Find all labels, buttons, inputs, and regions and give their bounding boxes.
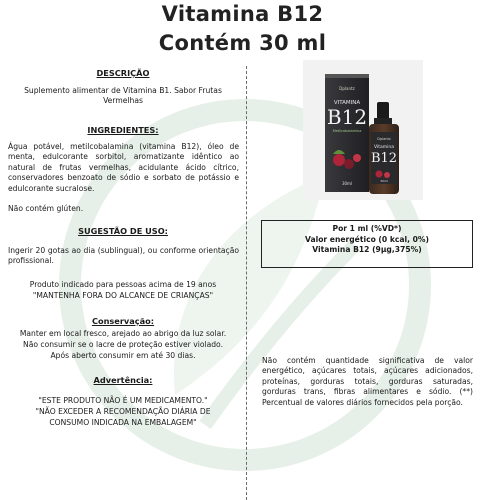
ingredientes-heading: INGREDIENTES: <box>87 125 159 135</box>
svg-text:VITAMINA: VITAMINA <box>333 100 361 106</box>
advertencia-line2: "NÃO EXCEDER A RECOMENDAÇÃO DIÁRIA DE <box>35 407 211 416</box>
page-title: Vitamina B12 <box>161 2 324 26</box>
nutrition-line3: Vitamina B12 (9µg,375%) <box>312 245 422 254</box>
gluten-text: Não contém glúten. <box>8 204 84 213</box>
svg-text:B12: B12 <box>370 151 398 166</box>
advertencia-line3: CONSUMO INDICADA NA EMBALAGEM" <box>49 418 197 427</box>
svg-text:Dplantz: Dplantz <box>377 137 391 141</box>
conservacao-heading: Conservação: <box>91 316 155 326</box>
mantenha-text: "MANTENHA FORA DO ALCANCE DE CRIANÇAS" <box>32 291 214 300</box>
nutrition-line2: Valor energético (0 kcal, 0%) <box>305 234 429 244</box>
indicado-text: Produto indicado para pessoas acima de 19 anos <box>29 280 217 289</box>
svg-text:Vitamina: Vitamina <box>374 145 394 150</box>
svg-text:30ml: 30ml <box>380 179 388 183</box>
sugestao-heading: SUGESTÃO DE USO: <box>78 226 168 236</box>
descricao-heading: DESCRIÇÃO <box>96 68 150 78</box>
nutrition-box <box>261 220 473 268</box>
svg-text:B12: B12 <box>326 105 368 129</box>
svg-text:30ml: 30ml <box>341 181 353 186</box>
column-divider <box>246 66 247 500</box>
product-image <box>303 60 423 200</box>
conservacao-line1: Manter em local fresco, arejado ao abrigo da luz solar. <box>19 329 227 338</box>
product-box <box>325 74 369 192</box>
dropper-cap <box>377 102 389 120</box>
sugestao-text: Ingerir 20 gotas ao dia (sublingual), ou conforme orientação profissional. <box>8 246 239 266</box>
svg-text:Metilcobalamina: Metilcobalamina <box>332 129 362 133</box>
nutrition-line1: Por 1 ml (%VD*) <box>332 224 402 233</box>
page-subtitle: Contém 30 ml <box>158 31 327 55</box>
descricao-text: Suplemento alimentar de Vitamina B1. Sabor Frutas Vermelhas <box>24 86 222 106</box>
svg-text:Dplantz: Dplantz <box>339 86 355 91</box>
advertencia-line1: "ESTE PRODUTO NÃO É UM MEDICAMENTO." <box>38 396 208 405</box>
nutrition-note: Não contém quantidade significativa de valor energético, açúcares totais, açúcares adicionados, proteínas, gorduras totais, gorduras saturadas, gorduras trans, fibras alimentares e sódio. (**) Percentual de valores diários fornecidos pela porção. <box>262 356 473 407</box>
ingredientes-text: Água potável, metilcobalamina (vitamina B12), óleo de menta, edulcorante sorbitol, aromatizante idêntico ao natural de frutas vermelhas, acidulante ácido cítrico, conservadores benzoato de sódio e sorbato de potássio e edulcorante sucralose. <box>8 142 239 193</box>
advertencia-heading: Advertência: <box>93 375 153 385</box>
conservacao-line2: Não consumir se o lacre de proteção estiver violado. <box>23 340 223 349</box>
conservacao-line3: Após aberto consumir em até 30 dias. <box>50 351 196 360</box>
